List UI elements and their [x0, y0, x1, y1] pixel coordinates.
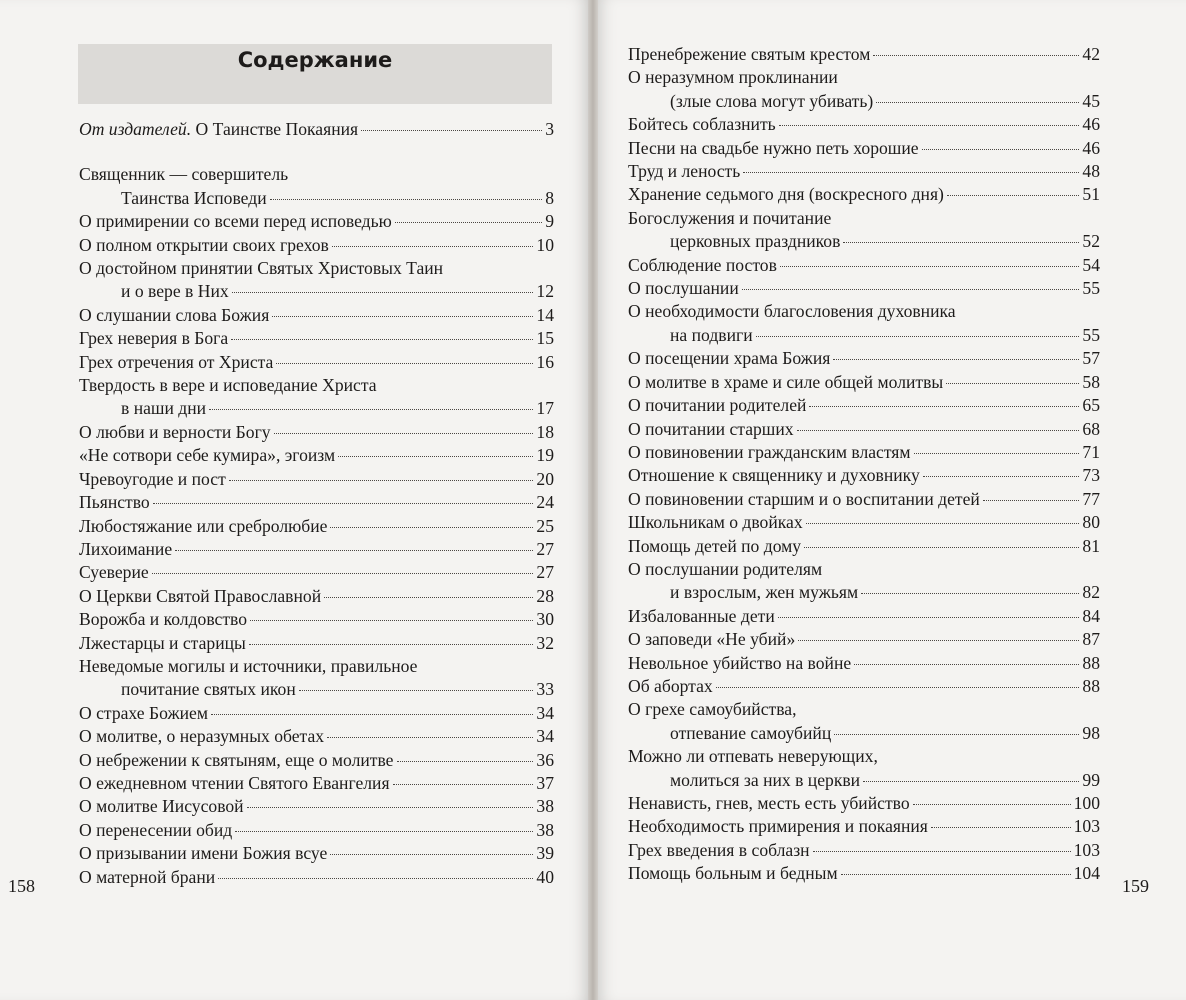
entry-title-wrap — [628, 254, 777, 277]
toc-entry — [79, 725, 554, 748]
entry-page-number: 8 — [545, 187, 554, 208]
entry-title-wrap — [79, 304, 269, 327]
toc-entry — [628, 839, 1100, 862]
entry-page-number: 28 — [536, 585, 554, 606]
dot-leader — [272, 316, 533, 317]
entry-title: О страхе Божием — [79, 702, 208, 723]
entry-title: О неразумном проклинании — [628, 67, 838, 88]
entry-title: О примирении со всеми перед исповедью — [79, 211, 392, 232]
entry-title: Песни на свадьбе нужно петь хорошие — [628, 137, 919, 158]
entry-page-number: 42 — [1082, 44, 1100, 64]
toc-entry — [628, 137, 1100, 160]
toc-entry — [79, 702, 554, 725]
dot-leader — [324, 597, 533, 598]
toc-entry — [628, 347, 1100, 370]
entry-title: Можно ли отпевать неверующих, — [628, 746, 878, 767]
dot-leader — [861, 593, 1079, 594]
toc-entry — [79, 561, 554, 584]
toc-entry — [79, 608, 554, 631]
dot-leader — [804, 547, 1079, 548]
entry-page-number: 46 — [1082, 114, 1100, 135]
entry-title-continued: (злые слова могут убивать) — [670, 90, 874, 111]
entry-title-wrap — [628, 535, 801, 558]
entry-title: О перенесении обид — [79, 819, 233, 840]
toc-entry — [628, 300, 1100, 347]
entry-title: Ненависть, гнев, месть есть убийство — [628, 793, 910, 813]
entry-title: О достойном принятии Святых Христовых Таин — [79, 258, 444, 279]
entry-title-wrap — [628, 488, 980, 511]
toc-entry — [628, 628, 1100, 651]
entry-page-number: 52 — [1082, 231, 1100, 252]
toc-entry — [628, 254, 1100, 277]
entry-title-wrap — [79, 234, 329, 257]
dot-leader — [716, 687, 1080, 688]
entry-title-wrap — [79, 515, 327, 538]
entry-title: О послушании — [628, 278, 739, 299]
entry-page-number: 88 — [1082, 675, 1100, 696]
toc-right-column — [628, 43, 1100, 886]
entry-page-number: 104 — [1073, 863, 1100, 884]
entry-page-number: 77 — [1082, 488, 1100, 509]
entry-page-number: 82 — [1082, 582, 1100, 603]
entry-title: Грех отречения от Христа — [79, 351, 274, 372]
toc-entry — [79, 772, 554, 795]
entry-title-wrap — [79, 866, 215, 889]
dot-leader — [218, 878, 533, 879]
entry-title-wrap — [79, 585, 321, 608]
dot-leader — [833, 359, 1079, 360]
entry-title: О заповеди «Не убий» — [628, 629, 796, 650]
entry-title: О призывании имени Божия всуе — [79, 843, 328, 864]
page-number-right: 159 — [1122, 876, 1149, 896]
page-title: Содержание — [237, 48, 393, 72]
toc-entry — [79, 749, 554, 772]
entry-title-wrap — [79, 491, 150, 514]
entry-page-number: 71 — [1082, 441, 1100, 462]
toc-entry — [79, 632, 554, 655]
dot-leader — [923, 476, 1080, 477]
dot-leader — [798, 640, 1079, 641]
toc-entry — [79, 842, 554, 865]
toc-entry — [628, 183, 1100, 206]
toc-entry — [628, 815, 1100, 838]
dot-leader — [250, 620, 533, 621]
dot-leader — [393, 784, 534, 785]
entry-page-number: 19 — [536, 445, 554, 466]
entry-page-number: 27 — [536, 562, 554, 583]
entry-title-wrap — [628, 815, 928, 838]
toc-entry — [79, 538, 554, 561]
entry-title: Грех введения в соблазн — [628, 839, 810, 860]
toc-entry — [628, 605, 1100, 628]
dot-leader — [276, 363, 533, 364]
entry-page-number: 87 — [1082, 629, 1100, 650]
entry-title-continued: и о вере в Них — [121, 281, 229, 302]
entry-title: Любостяжание или сребролюбие — [79, 515, 328, 536]
dot-leader — [332, 246, 534, 247]
dot-leader — [841, 874, 1071, 875]
toc-entry — [628, 371, 1100, 394]
entry-title: Твердость в вере и исповедание Христа — [79, 375, 377, 396]
toc-entry — [79, 444, 554, 467]
entry-page-number: 3 — [545, 119, 554, 139]
entry-title: О грехе самоубийства, — [628, 699, 797, 720]
entry-title-wrap — [79, 608, 247, 631]
entry-title: О матерной брани — [79, 866, 216, 887]
entry-page-number: 103 — [1073, 816, 1100, 837]
entry-page-number: 80 — [1082, 512, 1100, 533]
toc-entry — [628, 394, 1100, 417]
dot-leader — [249, 644, 534, 645]
entry-title-continued: отпевание самоубийц — [670, 722, 832, 743]
toc-entry — [628, 792, 1100, 815]
toc-entry — [628, 418, 1100, 441]
entry-title-wrap — [79, 725, 324, 748]
entry-page-number: 39 — [536, 843, 554, 864]
entry-page-number: 9 — [545, 211, 554, 232]
toc-entry — [628, 558, 1100, 605]
toc-entry — [79, 421, 554, 444]
entry-title: Помощь детей по дому — [628, 535, 802, 556]
dot-leader — [229, 480, 534, 481]
entry-title-wrap — [79, 351, 273, 374]
entry-title: О молитве в храме и силе общей молитвы — [628, 371, 944, 392]
dot-leader — [338, 456, 533, 457]
toc-entry — [79, 351, 554, 374]
entry-title-wrap — [79, 538, 172, 561]
entry-title-wrap — [79, 702, 208, 725]
entry-page-number: 10 — [536, 234, 554, 255]
dot-leader — [274, 433, 534, 434]
entry-title-continued: и взрослым, жен мужьям — [670, 582, 859, 603]
entry-title: О молитве Иисусовой — [79, 796, 244, 817]
entry-title: Суеверие — [79, 562, 149, 583]
entry-title: О небрежении к святыням, еще о молитве — [79, 749, 394, 770]
dot-leader — [209, 409, 533, 410]
entry-page-number: 16 — [536, 351, 554, 372]
entry-title: Соблюдение постов — [628, 254, 777, 275]
entry-page-number: 34 — [536, 726, 554, 747]
dot-leader — [854, 664, 1079, 665]
toc-left-column — [79, 118, 554, 889]
entry-title: Об абортах — [628, 675, 713, 696]
dot-leader — [843, 242, 1079, 243]
entry-title-wrap — [628, 628, 795, 651]
toc-entry — [628, 43, 1100, 66]
entry-title: Грех неверия в Бога — [79, 328, 229, 349]
entry-title-continued: молиться за них в церкви — [670, 769, 861, 790]
dot-leader — [232, 292, 534, 293]
dot-leader — [361, 130, 542, 131]
toc-entry — [79, 163, 554, 210]
entry-page-number: 51 — [1082, 184, 1100, 205]
dot-leader — [330, 527, 533, 528]
dot-leader — [946, 383, 1079, 384]
entry-page-number: 15 — [536, 328, 554, 349]
toc-entry — [628, 113, 1100, 136]
entry-title-wrap — [628, 371, 943, 394]
entry-page-number: 100 — [1073, 793, 1100, 813]
dot-leader — [397, 761, 534, 762]
entry-title: О полном открытии своих грехов — [79, 234, 329, 255]
entry-title: О необходимости благословения духовника — [628, 301, 956, 322]
toc-entry — [628, 535, 1100, 558]
entry-page-number: 12 — [536, 281, 554, 302]
entry-page-number: 99 — [1082, 769, 1100, 790]
dot-leader — [947, 195, 1080, 196]
entry-title: О почитании родителей — [628, 395, 807, 416]
entry-title: О почитании старших — [628, 418, 794, 439]
dot-leader — [270, 199, 543, 200]
toc-entry — [628, 652, 1100, 675]
entry-title: Помощь больным и бедным — [628, 863, 838, 884]
entry-title-wrap — [628, 652, 851, 675]
dot-leader — [327, 737, 533, 738]
toc-entry — [628, 277, 1100, 300]
entry-title: Хранение седьмого дня (воскресного дня) — [628, 184, 944, 205]
toc-entry — [79, 515, 554, 538]
entry-title-wrap — [628, 605, 775, 628]
dot-leader — [330, 854, 533, 855]
entry-title-wrap — [628, 418, 794, 441]
entry-page-number: 55 — [1082, 324, 1100, 345]
dot-leader — [211, 714, 533, 715]
dot-leader — [743, 172, 1079, 173]
entry-page-number: 34 — [536, 702, 554, 723]
entry-title-wrap — [628, 183, 944, 206]
entry-title: Пренебрежение святым крестом — [628, 44, 871, 64]
entry-page-number: 17 — [536, 398, 554, 419]
entry-title: Бойтесь соблазнить — [628, 114, 776, 135]
entry-title-continued: Таинства Исповеди — [121, 187, 267, 208]
entry-page-number: 40 — [536, 866, 554, 887]
entry-title-wrap — [79, 632, 246, 655]
entry-page-number: 24 — [536, 492, 554, 513]
entry-title: Невольное убийство на войне — [628, 652, 852, 673]
entry-title-wrap — [628, 160, 740, 183]
entry-title-wrap — [79, 795, 244, 818]
dot-leader — [797, 430, 1080, 431]
toc-entry — [628, 698, 1100, 745]
entry-title-wrap — [628, 792, 910, 815]
dot-leader — [914, 453, 1080, 454]
dot-leader — [913, 804, 1071, 805]
entry-page-number: 55 — [1082, 278, 1100, 299]
entry-page-number: 73 — [1082, 465, 1100, 486]
entry-title-wrap — [79, 421, 271, 444]
entry-page-number: 65 — [1082, 395, 1100, 416]
dot-leader — [876, 102, 1079, 103]
dot-leader — [247, 807, 534, 808]
toc-entry — [79, 468, 554, 491]
toc-entry — [628, 511, 1100, 534]
entry-page-number: 58 — [1082, 371, 1100, 392]
dot-leader — [299, 690, 534, 691]
entry-title-wrap — [79, 327, 228, 350]
entry-title: Лжестарцы и старицы — [79, 632, 246, 653]
entry-title: Богослужения и почитание — [628, 207, 832, 228]
dot-leader — [395, 222, 542, 223]
toc-entry — [79, 866, 554, 889]
entry-page-number: 25 — [536, 515, 554, 536]
toc-entry — [79, 374, 554, 421]
dot-leader — [983, 500, 1080, 501]
entry-page-number: 98 — [1082, 722, 1100, 743]
entry-page-number: 30 — [536, 609, 554, 630]
entry-page-number: 14 — [536, 304, 554, 325]
entry-title-wrap — [79, 842, 327, 865]
entry-title-wrap — [628, 347, 830, 370]
entry-title: О Таинстве Покаяния — [195, 119, 359, 139]
entry-title: Необходимость примирения и покаяния — [628, 816, 928, 837]
entry-title: О послушании родителям — [628, 558, 823, 579]
entry-title-continued: в наши дни — [121, 398, 207, 419]
entry-page-number: 33 — [536, 679, 554, 700]
dot-leader — [873, 55, 1079, 56]
dot-leader — [834, 734, 1079, 735]
toc-entry — [628, 441, 1100, 464]
entry-title: Избалованные дети — [628, 605, 775, 626]
entry-title-wrap — [79, 210, 392, 233]
entry-title-wrap — [628, 113, 776, 136]
entry-title: Школьникам о двойках — [628, 512, 803, 533]
entry-page-number: 54 — [1082, 254, 1100, 275]
entry-title: О молитве, о неразумных обетах — [79, 726, 325, 747]
entry-title-wrap — [628, 441, 911, 464]
entry-page-number: 20 — [536, 468, 554, 489]
dot-leader — [806, 523, 1080, 524]
dot-leader — [863, 781, 1079, 782]
dot-leader — [153, 503, 534, 504]
entry-title: Ворожба и колдовство — [79, 609, 248, 630]
toc-entry — [628, 745, 1100, 792]
entry-page-number: 37 — [536, 772, 554, 793]
entry-title: О слушании слова Божия — [79, 304, 270, 325]
entry-title-wrap — [79, 772, 390, 795]
entry-title: О ежедневном чтении Святого Евангелия — [79, 772, 390, 793]
dot-leader — [152, 573, 534, 574]
dot-leader — [778, 617, 1080, 618]
toc-entry — [79, 585, 554, 608]
toc-entry — [628, 862, 1100, 885]
entry-title-wrap — [628, 464, 920, 487]
entry-page-number: 32 — [536, 632, 554, 653]
dot-leader — [813, 851, 1071, 852]
entry-title-wrap — [628, 277, 739, 300]
entry-title-wrap — [628, 43, 870, 66]
dot-leader — [779, 125, 1080, 126]
entry-title-wrap — [628, 862, 838, 885]
entry-title-wrap — [79, 468, 226, 491]
entry-title: О посещении храма Божия — [628, 348, 831, 369]
entry-page-number: 84 — [1082, 605, 1100, 626]
entry-title-wrap — [628, 839, 810, 862]
toc-entry — [628, 160, 1100, 183]
toc-entry — [79, 491, 554, 514]
toc-entry — [628, 464, 1100, 487]
entry-title: Труд и леность — [628, 161, 741, 182]
entry-title: Лихоимание — [79, 538, 173, 559]
book-gutter — [588, 0, 598, 1000]
entry-page-number: 18 — [536, 421, 554, 442]
toc-entry — [628, 488, 1100, 511]
entry-title-continued: на подвиги — [670, 324, 753, 345]
toc-entry — [79, 655, 554, 702]
entry-title-wrap — [79, 118, 358, 141]
entry-title-wrap — [79, 561, 149, 584]
toc-entry — [628, 207, 1100, 254]
entry-page-number: 68 — [1082, 418, 1100, 439]
entry-title: О повиновении гражданским властям — [628, 441, 911, 462]
entry-title-wrap — [79, 444, 335, 467]
entry-title: О Церкви Святой Православной — [79, 585, 322, 606]
entry-title-continued: почитание святых икон — [121, 679, 296, 700]
entry-title: О любви и верности Богу — [79, 421, 271, 442]
entry-title: «Не сотвори себе кумира», эгоизм — [79, 445, 336, 466]
entry-page-number: 81 — [1082, 535, 1100, 556]
entry-title-wrap — [628, 137, 919, 160]
toc-entry — [79, 819, 554, 842]
entry-page-number: 38 — [536, 796, 554, 817]
entry-title-wrap — [628, 511, 803, 534]
entry-page-number: 27 — [536, 538, 554, 559]
entry-page-number: 103 — [1073, 839, 1100, 860]
dot-leader — [931, 827, 1071, 828]
entry-title: Чревоугодие и пост — [79, 468, 226, 489]
entry-page-number: 46 — [1082, 137, 1100, 158]
entry-title-wrap — [628, 394, 806, 417]
toc-entry — [79, 234, 554, 257]
dot-leader — [742, 289, 1080, 290]
dot-leader — [756, 336, 1080, 337]
entry-lead: От издателей. — [79, 119, 192, 139]
dot-leader — [780, 266, 1080, 267]
entry-title: Священник — совершитель — [79, 164, 289, 185]
dot-leader — [235, 831, 533, 832]
toc-entry — [79, 795, 554, 818]
dot-leader — [809, 406, 1079, 407]
dot-leader — [231, 339, 533, 340]
dot-leader — [922, 149, 1080, 150]
dot-leader — [175, 550, 533, 551]
toc-entry — [79, 118, 554, 141]
entry-title-wrap — [79, 749, 394, 772]
toc-entry — [79, 210, 554, 233]
entry-page-number: 45 — [1082, 90, 1100, 111]
toc-entry — [628, 675, 1100, 698]
entry-title: Отношение к священнику и духовнику — [628, 465, 920, 486]
entry-title: О повиновении старшим и о воспитании детей — [628, 488, 980, 509]
entry-title: Неведомые могилы и источники, правильное — [79, 655, 418, 676]
entry-title-wrap — [628, 675, 713, 698]
toc-entry — [79, 257, 554, 304]
toc-entry — [628, 66, 1100, 113]
entry-title-wrap — [79, 819, 232, 842]
toc-entry — [79, 304, 554, 327]
entry-page-number: 88 — [1082, 652, 1100, 673]
entry-title: Пьянство — [79, 492, 150, 513]
entry-title-continued: церковных праздников — [670, 231, 841, 252]
entry-page-number: 38 — [536, 819, 554, 840]
entry-page-number: 36 — [536, 749, 554, 770]
page-number-left: 158 — [8, 876, 35, 896]
entry-page-number: 57 — [1082, 348, 1100, 369]
entry-page-number: 48 — [1082, 161, 1100, 182]
toc-entry — [79, 327, 554, 350]
